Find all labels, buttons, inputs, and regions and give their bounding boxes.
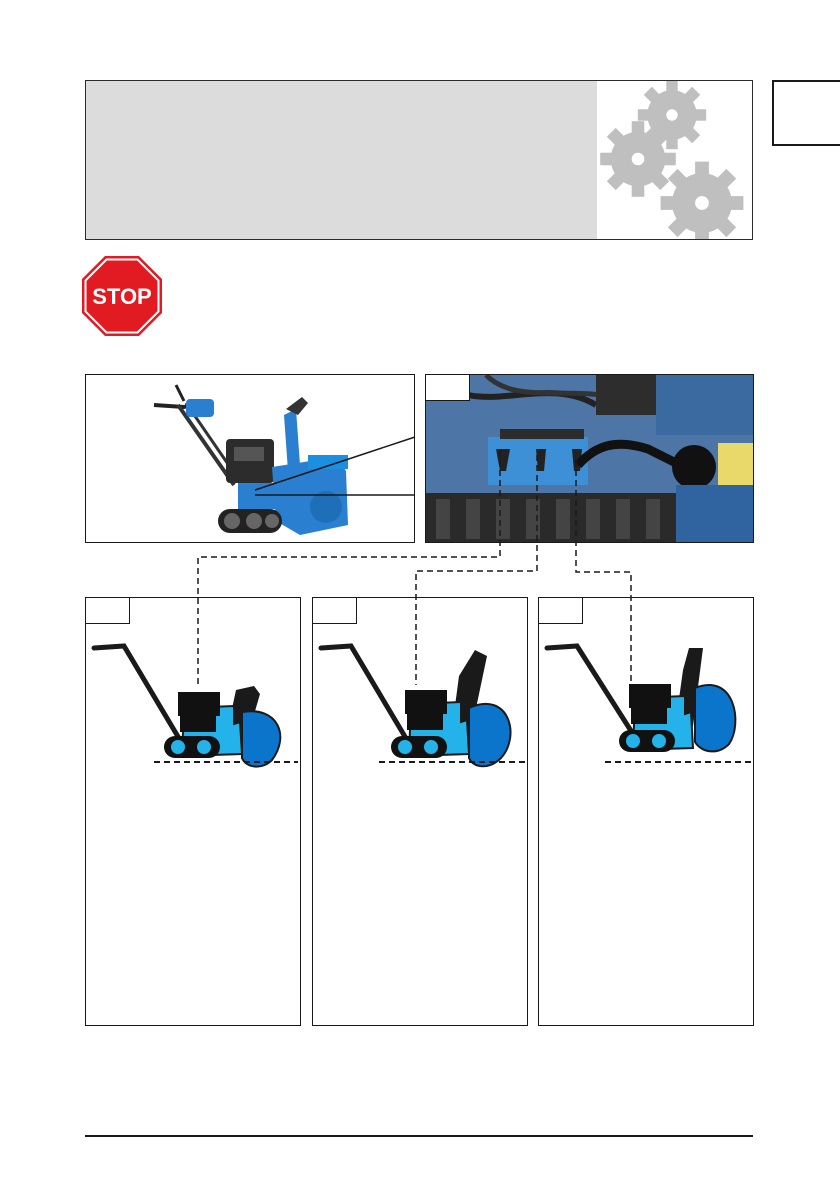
chute-position-panel-low: [85, 597, 301, 1026]
figure-label-tab: [426, 375, 470, 401]
figure-label-tab: [539, 598, 583, 624]
figure-label-tab: [313, 598, 357, 624]
stop-sign-icon: [82, 256, 162, 336]
section-header-field: [86, 81, 597, 239]
footer-rule: [85, 1135, 753, 1137]
snowblower-illustration: [86, 375, 416, 544]
snowblower-diagram-low-chute: [86, 628, 302, 778]
snowblower-diagram-high-chute: [539, 628, 755, 778]
snowblower-diagram-middle-chute: [313, 628, 529, 778]
figure-label-tab: [86, 598, 130, 624]
snowblower-photo: [85, 374, 415, 543]
stop-sign-label: STOP: [92, 284, 152, 309]
chute-position-panel-middle: [312, 597, 528, 1026]
gears-icon: [600, 81, 752, 239]
language-tab: [772, 80, 840, 146]
chute-position-panel-high: [538, 597, 754, 1026]
chute-lever-closeup-photo: [425, 374, 754, 543]
chute-lever-illustration: [426, 375, 754, 543]
